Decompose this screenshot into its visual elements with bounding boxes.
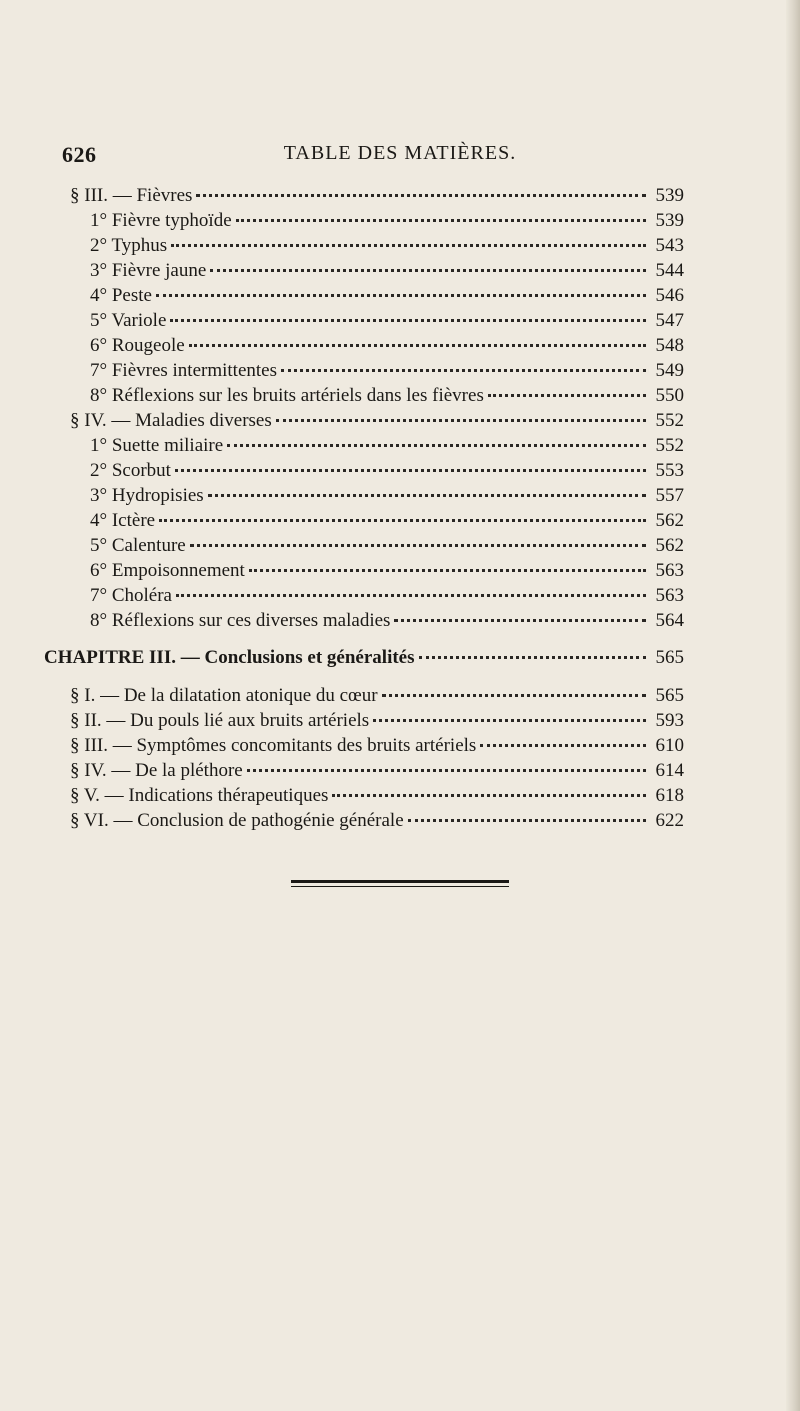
end-rule-thin [291,886,509,887]
toc-entry-page: 549 [655,360,684,381]
toc-entry-label: § I. — De la dilatation atonique du cœur [70,685,378,706]
toc-entry-subsection[interactable] [90,235,684,261]
toc-entry-subsection[interactable] [90,285,684,311]
toc-entry-subsection[interactable] [90,210,684,236]
toc-entry-section[interactable] [70,785,684,811]
toc-entry-page: 593 [655,710,684,731]
dot-leader [170,319,646,322]
dot-leader [208,494,646,497]
toc-entry-subsection[interactable] [90,510,684,536]
toc-entry-label: 8° Réflexions sur ces diverses maladies [90,610,391,631]
toc-entry-label: § III. — Fièvres [70,185,193,206]
toc-entry-page: 618 [655,785,684,806]
toc-entry-page: 557 [655,485,684,506]
toc-entry-subsection[interactable] [90,560,684,586]
toc-entry-label: 7° Choléra [90,585,172,606]
dot-leader [210,269,646,272]
dot-leader [394,619,646,622]
toc-entry-page: 565 [655,647,684,668]
toc-entry-page: 539 [655,210,684,231]
toc-entry-page: 539 [655,185,684,206]
toc-entry-page: 563 [655,560,684,581]
toc-entry-label: 5° Variole [90,310,167,331]
dot-leader [227,444,646,447]
dot-leader [373,719,646,722]
toc-entry-page: 552 [655,410,684,431]
dot-leader [175,469,646,472]
toc-entry-label: 4° Peste [90,285,152,306]
toc-entry-subsection[interactable] [90,385,684,411]
dot-leader [332,794,646,797]
toc-entry-subsection[interactable] [90,585,684,611]
dot-leader [408,819,646,822]
running-title: TABLE DES MATIÈRES. [283,142,517,164]
dot-leader [156,294,646,297]
toc-entry-page: 552 [655,435,684,456]
toc-entry-page: 614 [655,760,684,781]
toc-entry-subsection[interactable] [90,485,684,511]
dot-leader [480,744,646,747]
dot-leader [159,519,646,522]
dot-leader [488,394,646,397]
toc-entry-label: 3° Fièvre jaune [90,260,207,281]
toc-entry-subsection[interactable] [90,460,684,486]
dot-leader [176,594,646,597]
toc-entry-page: 553 [655,460,684,481]
toc-entry-label: 2° Scorbut [90,460,171,481]
toc-entry-subsection[interactable] [90,335,684,361]
dot-leader [276,419,646,422]
toc-entry-chapter[interactable] [44,647,684,673]
dot-leader [382,694,646,697]
toc-entry-page: 548 [655,335,684,356]
toc-entry-label: 5° Calenture [90,535,186,556]
toc-entry-label: § III. — Symptômes concomitants des bruits artériels [70,735,477,756]
toc-entry-subsection[interactable] [90,310,684,336]
toc-entry-page: 563 [655,585,684,606]
page-number: 626 [62,142,97,167]
toc-entry-label: 7° Fièvres intermittentes [90,360,278,381]
dot-leader [171,244,646,247]
toc-entry-section[interactable] [70,760,684,786]
toc-entry-label: 6° Rougeole [90,335,185,356]
toc-entry-label: § IV. — Maladies diverses [70,410,272,431]
toc-entry-page: 622 [655,810,684,831]
toc-entry-label: 4° Ictère [90,510,156,531]
dot-leader [196,194,646,197]
end-rule [291,880,509,883]
toc-entry-label: 6° Empoisonnement [90,560,245,581]
toc-entry-page: 550 [655,385,684,406]
toc-entry-label: 8° Réflexions sur les bruits artériels dans les fièvres [90,385,484,406]
toc-entry-section[interactable] [70,710,684,736]
toc-entry-page: 610 [655,735,684,756]
toc-entry-label: § II. — Du pouls lié aux bruits artériels [70,710,370,731]
toc-entry-subsection[interactable] [90,610,684,636]
toc-entry-page: 547 [655,310,684,331]
toc-entry-page: 564 [655,610,684,631]
toc-entry-label: 1° Fièvre typhoïde [90,210,232,231]
toc-entry-subsection[interactable] [90,535,684,561]
dot-leader [190,544,646,547]
toc-entry-page: 562 [655,535,684,556]
toc-entry-label: 3° Hydropisies [90,485,204,506]
toc-entry-page: 546 [655,285,684,306]
toc-entry-subsection[interactable] [90,360,684,386]
page-header [0,142,800,172]
toc-entry-section[interactable] [70,410,684,436]
toc-entry-section[interactable] [70,185,684,211]
page-edge-shadow [786,0,800,1411]
toc-entry-page: 543 [655,235,684,256]
toc-entry-section[interactable] [70,810,684,836]
toc-entry-label: 1° Suette miliaire [90,435,224,456]
toc-entry-label: CHAPITRE III. — Conclusions et généralités [44,647,415,668]
toc-entry-label: 2° Typhus [90,235,168,256]
toc-entry-label: § V. — Indications thérapeutiques [70,785,329,806]
toc-entry-page: 565 [655,685,684,706]
dot-leader [419,656,646,659]
dot-leader [247,769,646,772]
toc-entry-page: 544 [655,260,684,281]
toc-entry-label: § VI. — Conclusion de pathogénie générale [70,810,404,831]
toc-entry-section[interactable] [70,735,684,761]
toc-entry-subsection[interactable] [90,435,684,461]
dot-leader [281,369,646,372]
dot-leader [236,219,646,222]
toc-entry-section[interactable] [70,685,684,711]
toc-entry-subsection[interactable] [90,260,684,286]
toc-entry-label: § IV. — De la pléthore [70,760,243,781]
dot-leader [189,344,646,347]
dot-leader [249,569,646,572]
toc-entry-page: 562 [655,510,684,531]
